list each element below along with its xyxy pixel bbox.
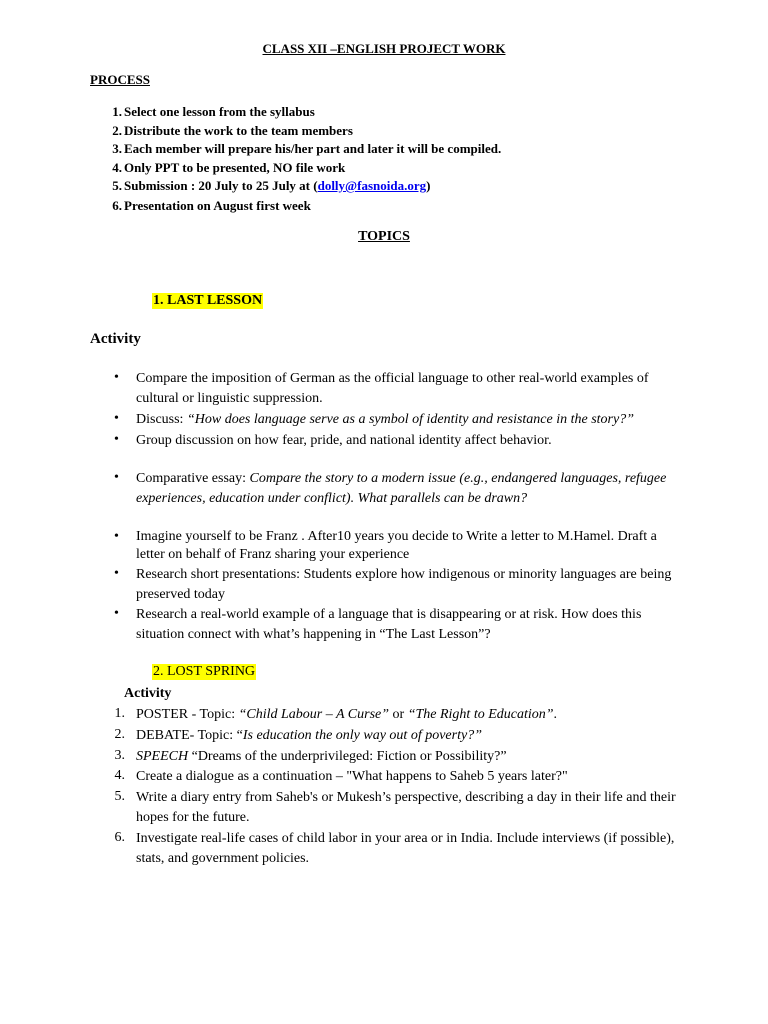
item-text: or	[389, 707, 408, 722]
bullet-icon: •	[114, 529, 119, 544]
item-number: 3.	[114, 748, 125, 763]
item-number: 2.	[114, 727, 125, 742]
process-number: 3.	[112, 141, 122, 156]
process-item-1	[0, 104, 768, 122]
lesson-1-activity-label: Activity	[90, 331, 141, 347]
bullet-icon: •	[114, 606, 119, 621]
bullet-icon: •	[114, 432, 119, 447]
item-italic: “The Right to Education”	[407, 707, 554, 722]
bullet-italic: “How does language serve as a symbol of identity and resistance in the story?”	[186, 412, 635, 427]
item-italic: Is education the only way out of poverty?”	[242, 728, 482, 743]
lesson-1-bullet-2	[136, 410, 681, 430]
lesson-1-heading: 1. LAST LESSON	[153, 293, 263, 308]
process-text: Each member will prepare his/her part and later it will be compiled.	[124, 141, 502, 156]
item-italic: SPEECH	[136, 749, 189, 764]
bullet-prefix: Discuss:	[136, 412, 187, 427]
item-text: POSTER - Topic:	[136, 707, 239, 722]
item-text: .	[553, 707, 558, 722]
item-italic: “Child Labour – A Curse”	[238, 707, 390, 722]
lesson-1-bullet-3: Group discussion on how fear, pride, and national identity affect behavior.	[136, 433, 552, 448]
lesson-1-bullet-1: Compare the imposition of German as the official language to other real-world examples of cultural or linguistic suppression.	[136, 371, 649, 406]
lesson-2-heading: 2. LOST SPRING	[153, 664, 256, 679]
process-text: Presentation on August first week	[124, 198, 311, 213]
email-link[interactable]: dolly@fasnoida.org	[317, 178, 427, 193]
item-text: DEBATE- Topic: “	[136, 728, 243, 743]
item-number: 4.	[114, 768, 125, 783]
bullet-prefix: Comparative essay:	[136, 471, 250, 486]
process-item-3	[0, 141, 768, 159]
process-heading: PROCESS	[90, 72, 150, 87]
lesson-2-item-2	[136, 726, 681, 746]
lesson-2-item-4: Create a dialogue as a continuation – "What happens to Saheb 5 years later?"	[136, 769, 568, 784]
lesson-2-item-5: Write a diary entry from Saheb's or Mukesh’s perspective, describing a day in their life and their hopes for the future.	[136, 790, 676, 825]
lesson-2-item-6: Investigate real-life cases of child labor in your area or in India. Include interviews (if possible), stats, and government policies.	[136, 831, 675, 866]
bullet-icon: •	[114, 370, 119, 385]
lesson-1-bullet-6: Research short presentations: Students explore how indigenous or minority languages are being preserved today	[136, 567, 672, 602]
process-text: Distribute the work to the team members	[124, 123, 353, 138]
submission-close: )	[426, 178, 431, 193]
process-text: Select one lesson from the syllabus	[124, 104, 315, 119]
bullet-icon: •	[114, 566, 119, 581]
bullet-italic: Compare the story to a modern issue (e.g., endangered languages, refugee experiences, education under conflict). What parallels can be drawn?	[136, 471, 667, 506]
process-number: 4.	[112, 160, 122, 175]
submission-text: Submission : 20 July to 25 July at (	[124, 178, 318, 193]
bullet-icon: •	[114, 411, 119, 426]
topics-heading: TOPICS	[358, 229, 410, 244]
process-item-4	[0, 160, 768, 178]
document-title: CLASS XII –ENGLISH PROJECT WORK	[262, 41, 506, 56]
lesson-2-item-3	[136, 747, 681, 767]
process-number: 2.	[112, 123, 122, 138]
item-number: 6.	[114, 830, 125, 845]
process-number: 5.	[112, 178, 122, 193]
process-item-5	[0, 178, 768, 196]
item-text: “Dreams of the underprivileged: Fiction or Possibility?”	[188, 749, 507, 764]
bullet-icon: •	[114, 470, 119, 485]
process-item-6	[0, 198, 768, 216]
lesson-1-bullet-4	[136, 469, 681, 509]
lesson-1-bullet-5: Imagine yourself to be Franz . After10 years you decide to Write a letter to M.Hamel. Draft a letter on behalf of Franz sharing your experience	[136, 529, 657, 562]
item-number: 5.	[114, 789, 125, 804]
process-number: 6.	[112, 198, 122, 213]
process-item-2	[0, 123, 768, 141]
lesson-2-item-1	[136, 705, 681, 725]
process-number: 1.	[112, 104, 122, 119]
process-text: Only PPT to be presented, NO file work	[124, 160, 346, 175]
lesson-2-activity-label: Activity	[124, 686, 172, 701]
process-text	[124, 178, 430, 194]
item-number: 1.	[114, 706, 125, 721]
lesson-1-bullet-7: Research a real-world example of a language that is disappearing or at risk. How does this situation connect with what’s happening in “The Last Lesson”?	[136, 607, 642, 642]
